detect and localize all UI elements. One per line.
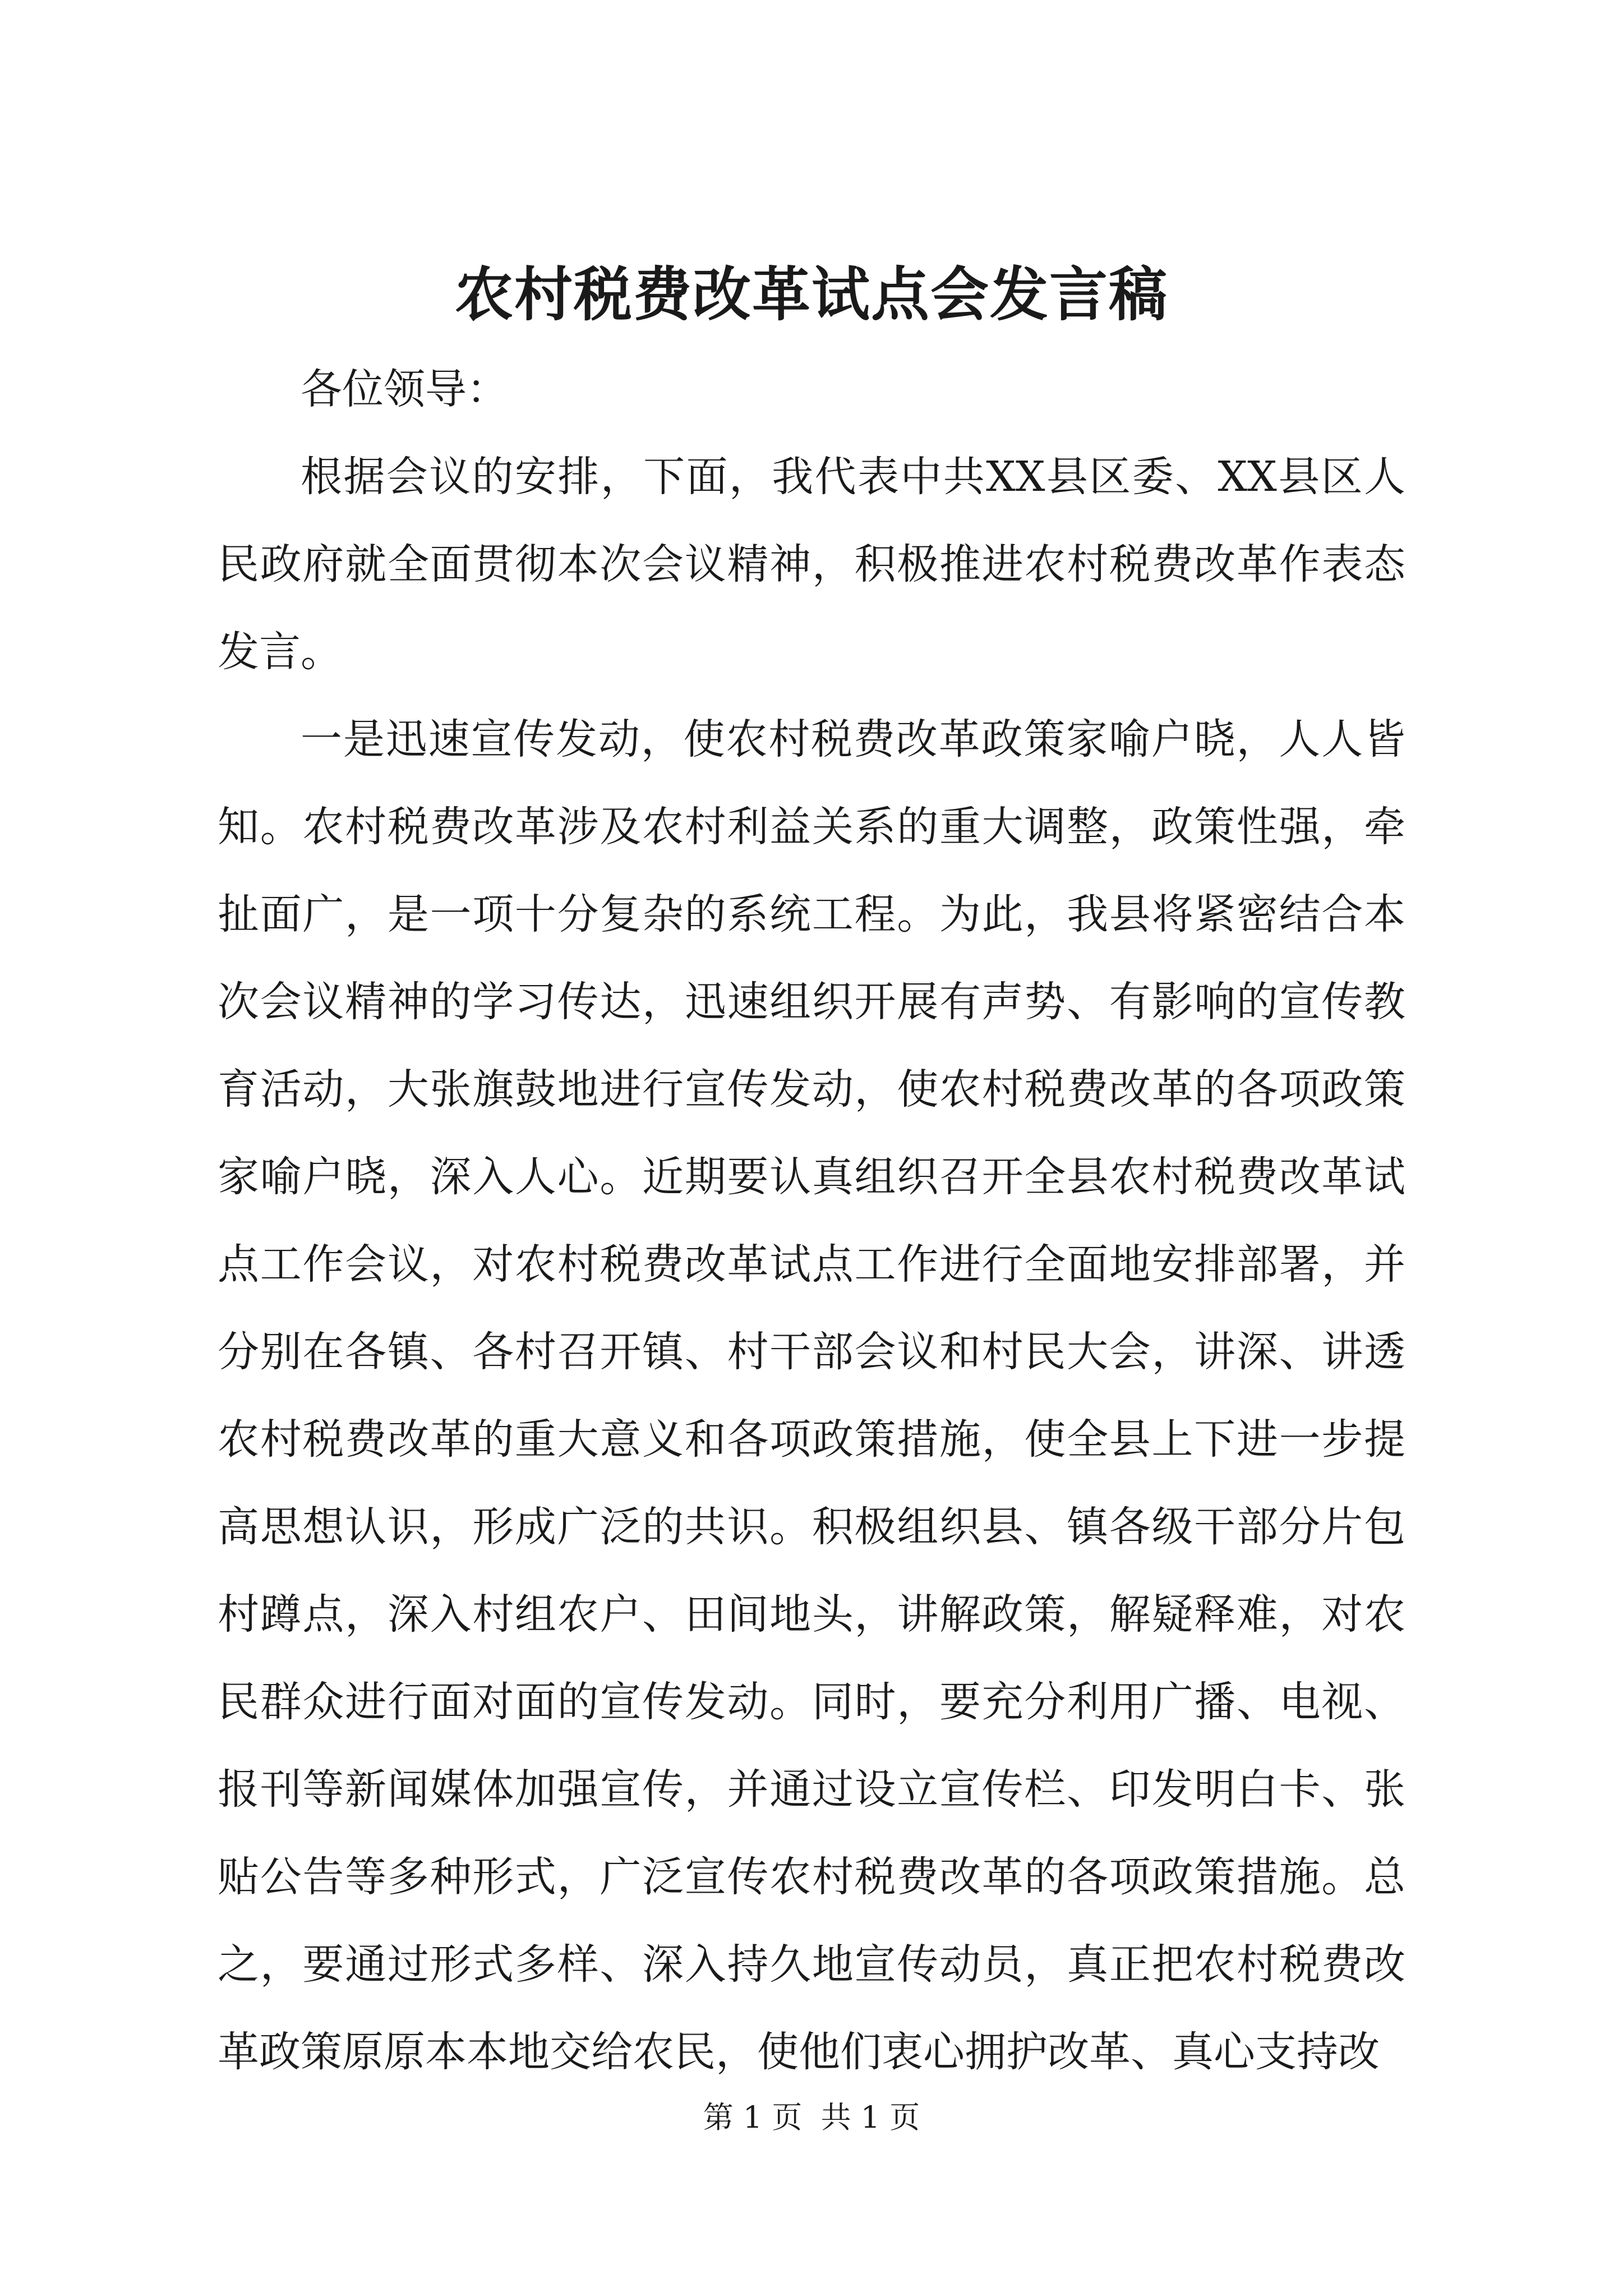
greeting: 各位领导： [301, 365, 508, 413]
page-footer [0, 2095, 1623, 2140]
paragraph-publicity: 一是迅速宣传发动，使农村税费改革政策家喻户晓，人人皆知。农村税费改革涉及农村利益关系的重大调整，政策性强，牵扯面广，是一项十分复杂的系统工程。为此，我县将紧密结合本次会议精神的学习传达，迅速组织开展有声势、有影响的宣传教育活动，大张旗鼓地进行宣传发动，使农村税费改革的各项政策家喻户晓，深入人心。近期要认真组织召开全县农村税费改革试点工作会议，对农村税费改革试点工作进行全面地安排部署，并分别在各镇、各村召开镇、村干部会议和村民大会，讲深、讲透农村税费改革的重大意义和各项政策措施，使全县上下进一步提高思想认识，形成广泛的共识。积极组织县、镇各级干部分片包村蹲点，深入村组农户、田间地头，讲解政策，解疑释难，对农民群众进行面对面的宣传发动。同时，要充分利用广播、电视、报刊等新闻媒体加强宣传，并通过设立宣传栏、印发明白卡、张贴公告等多种形式，广泛宣传农村税费改革的各项政策措施。总之，要通过形式多样、深入持久地宣传动员，真正把农村税费改革政策原原本本地交给农民，使他们衷心拥护改革、真心支持改 [218, 715, 1405, 2076]
document-body [218, 346, 1405, 2096]
page-total: 共 1 页 [820, 2100, 920, 2135]
paragraph-intro: 根据会议的安排，下面，我代表中共XX县区委、XX县区人民政府就全面贯彻本次会议精神，积极推进农村税费改革作表态发言。 [218, 453, 1405, 676]
document-title: 农村税费改革试点会发言稿 [454, 260, 1168, 329]
page-number: 第 1 页 [703, 2100, 803, 2135]
